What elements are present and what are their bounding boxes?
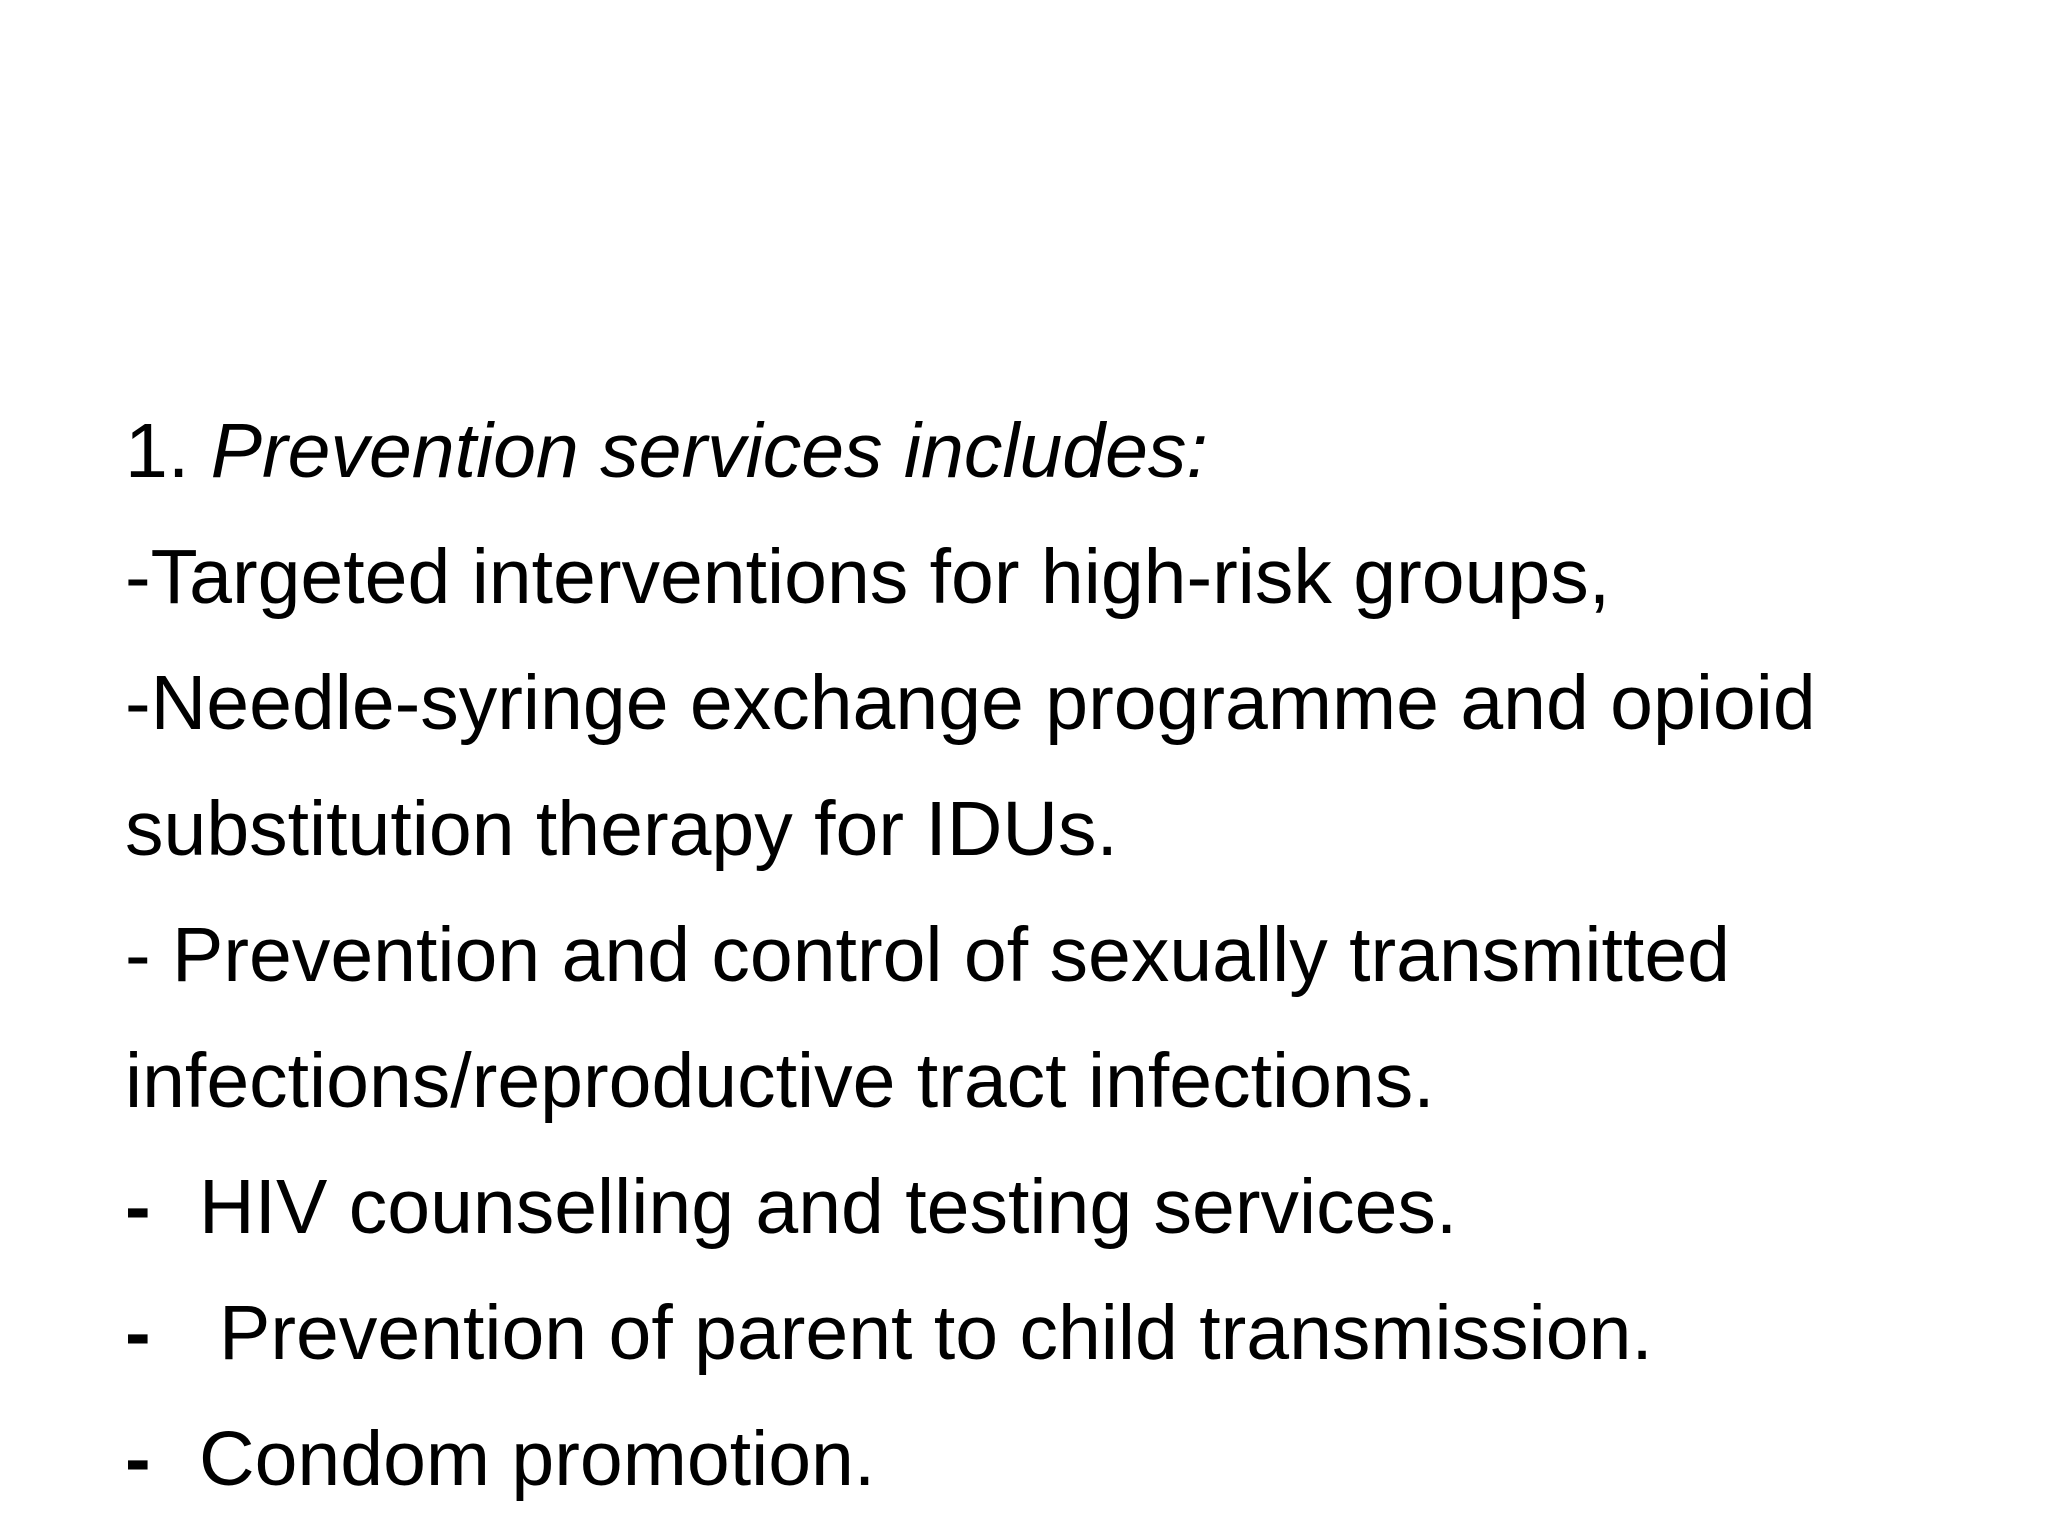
bullet-text: Prevention of parent to child transmission. — [219, 1290, 1653, 1376]
bullet-item-condom-promotion — [125, 1396, 1985, 1522]
bullet-marker: - — [125, 1290, 151, 1376]
heading-line — [125, 388, 1985, 514]
heading-number: 1. — [125, 408, 190, 494]
bullet-item-pptct — [125, 1270, 1985, 1396]
text-line-rti-infections: infections/reproductive tract infections. — [125, 1038, 1435, 1124]
text-line-needle-syringe: -Needle-syringe exchange programme and opioid — [125, 660, 1816, 746]
text-line-sti-prevention: - Prevention and control of sexually transmitted — [125, 912, 1730, 998]
bullet-text: HIV counselling and testing services. — [199, 1164, 1458, 1250]
bullet-item-hiv-counselling — [125, 1144, 1985, 1270]
text-line-substitution-therapy: substitution therapy for IDUs. — [125, 786, 1118, 872]
text-line-targeted-interventions: -Targeted interventions for high-risk groups, — [125, 534, 1611, 620]
bullet-marker: - — [125, 1164, 151, 1250]
slide-body — [125, 388, 1985, 1522]
heading-text: Prevention services includes: — [210, 408, 1208, 494]
bullet-text: Condom promotion. — [199, 1416, 876, 1502]
bullet-marker: - — [125, 1416, 151, 1502]
